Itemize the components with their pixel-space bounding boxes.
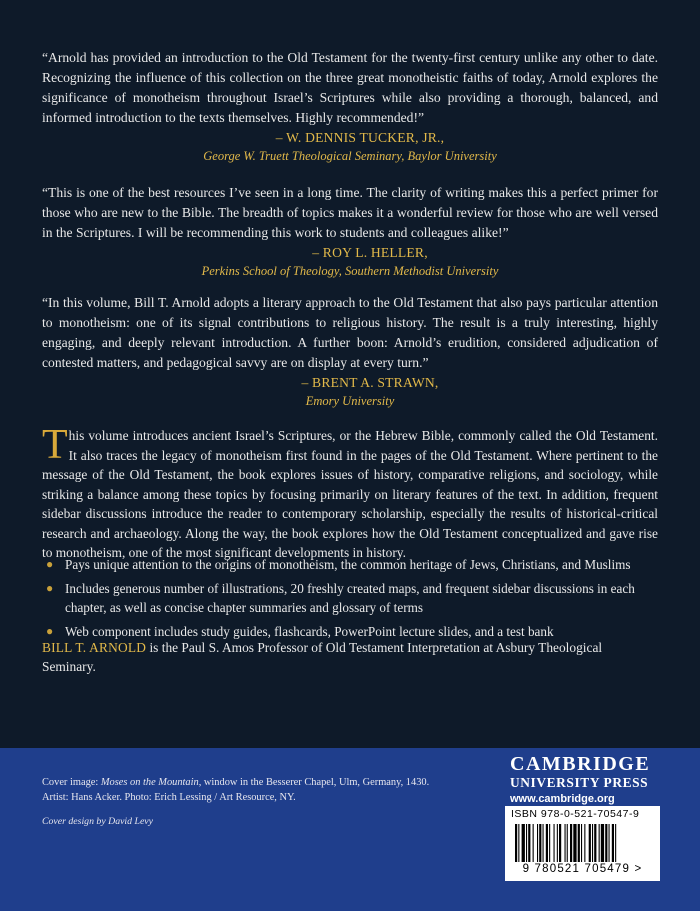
review-text: “In this volume, Bill T. Arnold adopts a literary approach to the Old Testament that also pays particular attention to monotheism: one of its signal contributions to religious history. The result is a truly interesting, highly engaging, and deeply relevant introduction. A further boon: Arnold’s erudition, considered adjudication of contested matters, and pedagogical savvy are on display at every turn.”	[42, 295, 658, 370]
barcode	[505, 806, 660, 881]
review-text: “This is one of the best resources I’ve seen in a long time. The clarity of writing makes this a perfect primer for those who are new to the Bible. The breadth of topics makes it a wonderful review for those who are well versed in the Scriptures. I will be recommending this work to students and colleagues alike!”	[42, 185, 658, 240]
reviewer-affiliation: Perkins School of Theology, Southern Methodist University	[201, 264, 499, 278]
barcode-number: 9 780521 705479 >	[522, 863, 643, 875]
isbn-label: ISBN 978-0-521-70547-9	[511, 808, 640, 820]
author-bio-text: is the Paul S. Amos Professor of Old Testament Interpretation at Asbury Theological Seminary.	[42, 640, 603, 674]
reviewer-name: – BRENT A. STRAWN,	[301, 375, 439, 390]
reviewer-affiliation: George W. Truett Theological Seminary, Baylor University	[203, 149, 497, 163]
artist-credit: Artist: Hans Acker. Photo: Erich Lessing / Art Resource, NY.	[42, 792, 296, 803]
list-item: ● Includes generous number of illustrations, 20 freshly created maps, and frequent sidebar discussions in each chapter, as well as concise chapter summaries and glossary of terms	[46, 581, 635, 615]
publisher-logo	[510, 753, 660, 807]
author-name: BILL T. ARNOLD	[42, 640, 147, 655]
publisher-name: CAMBRIDGE	[510, 753, 651, 775]
cover-credits	[42, 775, 442, 829]
description-text: his volume introduces ancient Israel’s Scriptures, or the Hebrew Bible, commonly called the Old Testament. It also traces the legacy of monotheism first found in the pages of the Old Testament. Where pertinent to the message of the Old Testament, the book explores issues of history, comparative religions, and sociology, while striking a balance among these topics by focusing primarily on literary features of the text. In addition, frequent sidebar discussions introduce the reader to contemporary scholarship, especially the results of historical-critical research and archaeology. Along the way, the book explores how the Old Testament conceptualized and gave rise to monotheism, one of the most significant developments in history.	[42, 428, 658, 560]
feature-list	[46, 555, 658, 646]
reviewer-name: – W. DENNIS TUCKER, JR.,	[275, 130, 445, 145]
list-item: ● Web component includes study guides, flashcards, PowerPoint lecture slides, and a test bank	[46, 624, 554, 639]
bullet-dot-icon: ●	[46, 557, 54, 571]
barcode-bars-icon	[515, 824, 651, 862]
cover-image-credit: Cover image: Moses on the Mountain, window in the Besserer Chapel, Ulm, Germany, 1430.	[42, 777, 430, 788]
bullet-dot-icon: ●	[46, 581, 54, 595]
review-2	[42, 183, 658, 281]
reviewer-name: – ROY L. HELLER,	[312, 245, 428, 260]
list-item: ● Pays unique attention to the origins of monotheism, the common heritage of Jews, Christians, and Muslims	[46, 557, 631, 572]
drop-cap: T	[42, 422, 68, 468]
reviewer-affiliation: Emory University	[305, 394, 395, 408]
book-description	[42, 422, 658, 563]
review-3	[42, 293, 658, 411]
review-1	[42, 48, 658, 166]
author-bio	[42, 638, 658, 676]
bullet-dot-icon: ●	[46, 624, 54, 638]
publisher-subtitle: UNIVERSITY PRESS	[510, 775, 649, 790]
design-credit: Cover design by David Levy	[42, 816, 153, 827]
publisher-url: www.cambridge.org	[510, 793, 615, 805]
review-text: “Arnold has provided an introduction to the Old Testament for the twenty-first century unlike any other to date. Recognizing the influence of this collection on the three great monotheistic faiths of today, Arnold explores the significance of monotheism throughout Israel’s Scriptures while also providing a thorough, balanced, and informed introduction to the texts themselves. Highly recommended!”	[42, 50, 658, 125]
